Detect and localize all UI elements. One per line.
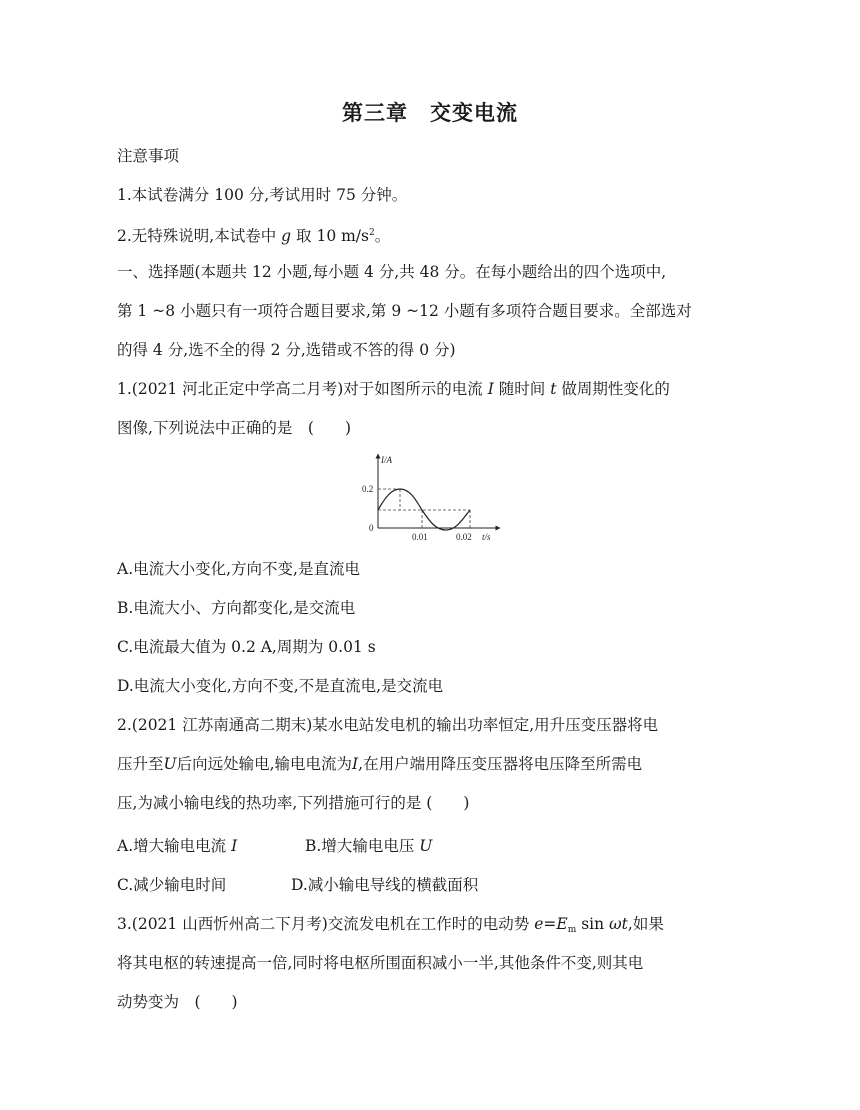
q1-option-d: D.电流大小变化,方向不变,不是直流电,是交流电 xyxy=(117,677,444,695)
page-title: 第三章 交变电流 xyxy=(342,101,518,125)
q2-option-d: D.减小输电导线的横截面积 xyxy=(291,876,479,894)
current-curve xyxy=(378,489,470,530)
q3-stem-line-1: 3.(2021 山西忻州高二下月考)交流发电机在工作时的电动势 $e=E_m$ sin ωt,如果 xyxy=(117,915,664,935)
q1-option-a: A.电流大小变化,方向不变,是直流电 xyxy=(117,560,360,578)
q1-stem-line-2: 图像,下列说法中正确的是 ( ) xyxy=(117,419,352,437)
q2-option-b: B.增大输电电压 U xyxy=(305,837,433,855)
q3-stem-line-2: 将其电枢的转速提高一倍,同时将电枢所围面积减小一半,其他条件不变,则其电 xyxy=(117,954,644,972)
q2-option-c: C.减少输电时间 xyxy=(117,876,227,894)
note-1: 1.本试卷满分 100 分,考试用时 75 分钟。 xyxy=(117,186,408,204)
q2-stem-line-3: 压,为减小输电线的热功率,下列措施可行的是 ( ) xyxy=(117,794,470,812)
note-2: 2.无特殊说明,本试卷中 g 取 10 $m/s^2$。 xyxy=(117,227,391,245)
current-time-graph xyxy=(352,452,502,544)
section-instructions-3: 的得 4 分,选不全的得 2 分,选错或不答的得 0 分) xyxy=(117,341,456,359)
section-instructions-1: 一、选择题(本题共 12 小题,每小题 4 分,共 48 分。在每小题给出的四个选项中, xyxy=(117,263,667,281)
q1-stem-line-1: 1.(2021 河北正定中学高二月考)对于如图所示的电流 I 随时间 t 做周期性变化的 xyxy=(117,380,670,398)
x-tick-label-001: 0.01 xyxy=(412,532,428,542)
section-instructions-2: 第 1 ~8 小题只有一项符合题目要求,第 9 ~12 小题有多项符合题目要求。全部选对 xyxy=(117,302,692,320)
q2-option-a: A.增大输电电流 I xyxy=(117,837,238,855)
q1-option-c: C.电流最大值为 0.2 A,周期为 0.01 s xyxy=(117,638,376,656)
q2-stem-line-1: 2.(2021 江苏南通高二期末)某水电站发电机的输出功率恒定,用升压变压器将电 xyxy=(117,716,659,734)
notice-heading: 注意事项 xyxy=(117,147,180,165)
x-axis-label: t/s xyxy=(482,532,491,542)
origin-label: 0 xyxy=(369,523,374,533)
y-axis-label: I/A xyxy=(381,455,392,465)
x-tick-label-002: 0.02 xyxy=(456,532,472,542)
q2-stem-line-2: 压升至U后向远处输电,输电电流为I,在用户端用降压变压器将电压降至所需电 xyxy=(117,755,643,773)
q3-stem-line-3: 动势变为 ( ) xyxy=(117,993,238,1011)
y-tick-label: 0.2 xyxy=(362,484,374,494)
q1-option-b: B.电流大小、方向都变化,是交流电 xyxy=(117,599,356,617)
